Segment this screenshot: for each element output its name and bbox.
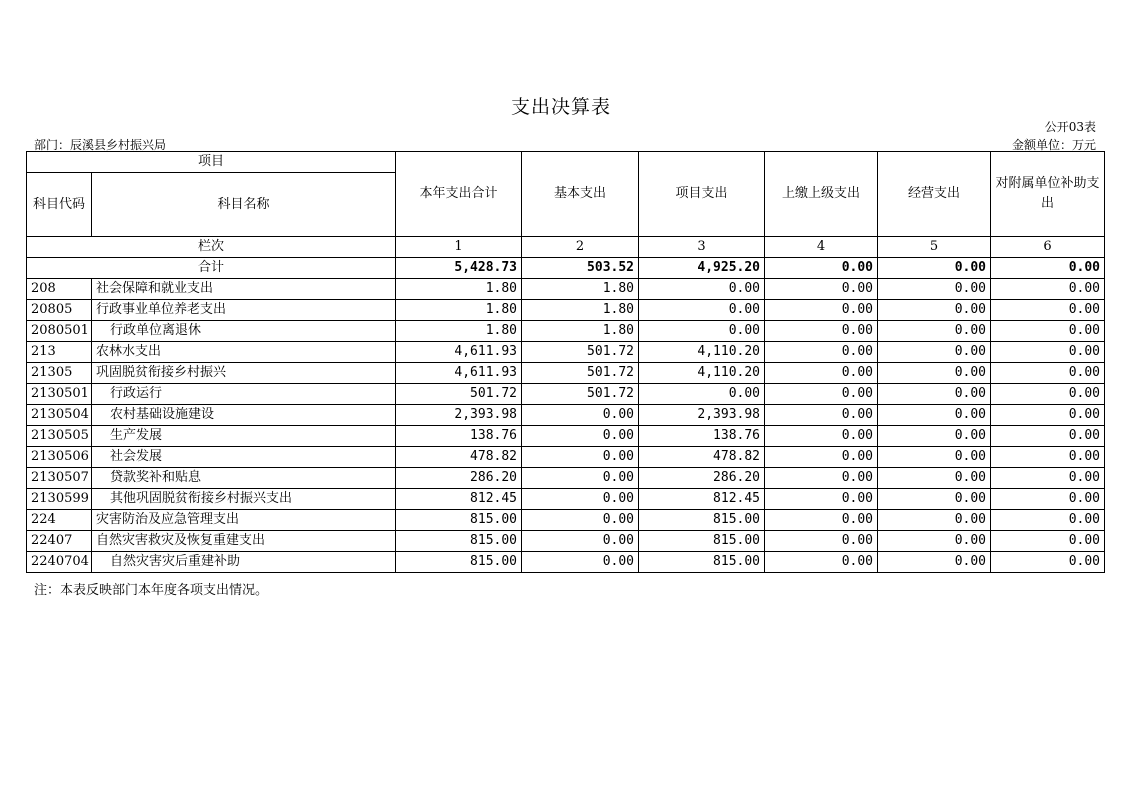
amount-cell: 0.00 [878,279,991,300]
subject-name: 自然灾害救灾及恢复重建支出 [92,531,396,552]
name-header: 科目名称 [92,173,396,237]
amount-cell: 0.00 [991,405,1105,426]
amount-cell: 286.20 [639,468,765,489]
amount-cell: 1.80 [396,279,522,300]
table-row [27,531,1105,552]
amount-cell: 0.00 [991,489,1105,510]
total-value: 0.00 [991,258,1105,279]
amount-cell: 1.80 [522,321,639,342]
form-number: 公开03表 [1044,120,1096,134]
subject-name: 农林水支出 [92,342,396,363]
total-value: 503.52 [522,258,639,279]
table-row [27,552,1105,573]
subject-name: 社会发展 [92,447,396,468]
amount-cell: 0.00 [765,531,878,552]
subject-name: 贷款奖补和贴息 [92,468,396,489]
amount-cell: 0.00 [639,384,765,405]
col-header-remit: 上缴上级支出 [765,152,878,237]
amount-cell: 815.00 [396,552,522,573]
table-row [27,279,1105,300]
index-num: 4 [765,237,878,258]
amount-cell: 0.00 [991,426,1105,447]
amount-cell: 0.00 [991,321,1105,342]
amount-cell: 501.72 [522,363,639,384]
table-row [27,321,1105,342]
amount-cell: 0.00 [991,363,1105,384]
amount-cell: 0.00 [765,447,878,468]
amount-cell: 0.00 [878,510,991,531]
expenditure-table [26,151,1105,573]
subject-code: 2080501 [27,321,92,342]
amount-cell: 0.00 [878,489,991,510]
total-label: 合计 [27,258,396,279]
amount-cell: 0.00 [522,510,639,531]
amount-cell: 0.00 [522,489,639,510]
amount-cell: 1.80 [396,300,522,321]
amount-cell: 0.00 [765,363,878,384]
subject-code: 2130507 [27,468,92,489]
amount-cell: 0.00 [878,552,991,573]
amount-cell: 0.00 [878,321,991,342]
amount-cell: 0.00 [522,468,639,489]
amount-cell: 815.00 [396,510,522,531]
amount-cell: 0.00 [878,447,991,468]
amount-unit-label: 金额单位：万元 [1011,138,1096,152]
report-title: 支出决算表 [510,96,611,118]
total-value: 5,428.73 [396,258,522,279]
amount-cell: 0.00 [765,405,878,426]
department-label: 部门：辰溪县乡村振兴局 [34,138,167,152]
subject-name: 行政单位离退休 [92,321,396,342]
amount-cell: 286.20 [396,468,522,489]
amount-cell: 0.00 [991,447,1105,468]
amount-cell: 4,110.20 [639,363,765,384]
amount-cell: 0.00 [522,531,639,552]
amount-cell: 0.00 [878,468,991,489]
subject-name: 自然灾害灾后重建补助 [92,552,396,573]
amount-cell: 501.72 [522,342,639,363]
subject-name: 社会保障和就业支出 [92,279,396,300]
subject-name: 其他巩固脱贫衔接乡村振兴支出 [92,489,396,510]
amount-cell: 501.72 [522,384,639,405]
amount-cell: 0.00 [991,531,1105,552]
amount-cell: 812.45 [396,489,522,510]
amount-cell: 0.00 [765,510,878,531]
amount-cell: 815.00 [396,531,522,552]
amount-cell: 0.00 [878,342,991,363]
table-row [27,489,1105,510]
amount-cell: 4,611.93 [396,342,522,363]
subject-code: 2130599 [27,489,92,510]
table-row [27,510,1105,531]
amount-cell: 0.00 [991,300,1105,321]
subject-code: 2240704 [27,552,92,573]
code-header: 科目代码 [27,173,92,237]
subject-code: 208 [27,279,92,300]
subject-code: 21305 [27,363,92,384]
subject-code: 2130505 [27,426,92,447]
amount-cell: 0.00 [639,279,765,300]
index-num: 6 [991,237,1105,258]
subject-code: 2130501 [27,384,92,405]
total-value: 0.00 [765,258,878,279]
subject-code: 2130504 [27,405,92,426]
col-header-subsidy: 对附属单位补助支出 [991,152,1105,237]
amount-cell: 478.82 [396,447,522,468]
table-row [27,447,1105,468]
table-row [27,468,1105,489]
table-row [27,405,1105,426]
amount-cell: 0.00 [639,321,765,342]
amount-cell: 0.00 [522,447,639,468]
amount-cell: 812.45 [639,489,765,510]
amount-cell: 0.00 [991,552,1105,573]
col-header-basic: 基本支出 [522,152,639,237]
col-header-project: 项目支出 [639,152,765,237]
amount-cell: 815.00 [639,531,765,552]
total-row [27,258,1105,279]
amount-cell: 0.00 [878,384,991,405]
index-label: 栏次 [27,237,396,258]
col-header-operating: 经营支出 [878,152,991,237]
amount-cell: 0.00 [878,300,991,321]
amount-cell: 0.00 [765,426,878,447]
subject-name: 灾害防治及应急管理支出 [92,510,396,531]
index-num: 5 [878,237,991,258]
amount-cell: 0.00 [991,384,1105,405]
amount-cell: 138.76 [396,426,522,447]
amount-cell: 0.00 [991,342,1105,363]
subject-code: 224 [27,510,92,531]
amount-cell: 1.80 [522,300,639,321]
table-row [27,300,1105,321]
index-num: 3 [639,237,765,258]
amount-cell: 0.00 [522,552,639,573]
amount-cell: 815.00 [639,552,765,573]
amount-cell: 0.00 [639,300,765,321]
amount-cell: 0.00 [765,342,878,363]
item-header: 项目 [27,152,396,173]
amount-cell: 1.80 [522,279,639,300]
footnote: 注：本表反映部门本年度各项支出情况。 [34,583,269,598]
amount-cell: 0.00 [765,321,878,342]
amount-cell: 0.00 [765,552,878,573]
header-row-1 [27,152,1105,173]
index-num: 1 [396,237,522,258]
amount-cell: 4,110.20 [639,342,765,363]
amount-cell: 0.00 [522,426,639,447]
index-row [27,237,1105,258]
amount-cell: 0.00 [522,405,639,426]
subject-name: 农村基础设施建设 [92,405,396,426]
total-value: 4,925.20 [639,258,765,279]
amount-cell: 2,393.98 [639,405,765,426]
subject-code: 213 [27,342,92,363]
subject-name: 行政运行 [92,384,396,405]
table-row [27,426,1105,447]
amount-cell: 138.76 [639,426,765,447]
subject-code: 22407 [27,531,92,552]
subject-name: 行政事业单位养老支出 [92,300,396,321]
amount-cell: 0.00 [878,426,991,447]
table-row [27,384,1105,405]
amount-cell: 0.00 [991,279,1105,300]
amount-cell: 0.00 [765,384,878,405]
subject-code: 20805 [27,300,92,321]
amount-cell: 815.00 [639,510,765,531]
table-row [27,342,1105,363]
amount-cell: 0.00 [878,531,991,552]
amount-cell: 501.72 [396,384,522,405]
col-header-total: 本年支出合计 [396,152,522,237]
table-row [27,363,1105,384]
amount-cell: 0.00 [991,510,1105,531]
amount-cell: 0.00 [991,468,1105,489]
index-num: 2 [522,237,639,258]
amount-cell: 0.00 [765,279,878,300]
subject-code: 2130506 [27,447,92,468]
amount-cell: 0.00 [878,363,991,384]
amount-cell: 2,393.98 [396,405,522,426]
amount-cell: 0.00 [878,405,991,426]
amount-cell: 478.82 [639,447,765,468]
amount-cell: 1.80 [396,321,522,342]
amount-cell: 0.00 [765,468,878,489]
amount-cell: 0.00 [765,489,878,510]
total-value: 0.00 [878,258,991,279]
amount-cell: 0.00 [765,300,878,321]
subject-name: 巩固脱贫衔接乡村振兴 [92,363,396,384]
amount-cell: 4,611.93 [396,363,522,384]
subject-name: 生产发展 [92,426,396,447]
